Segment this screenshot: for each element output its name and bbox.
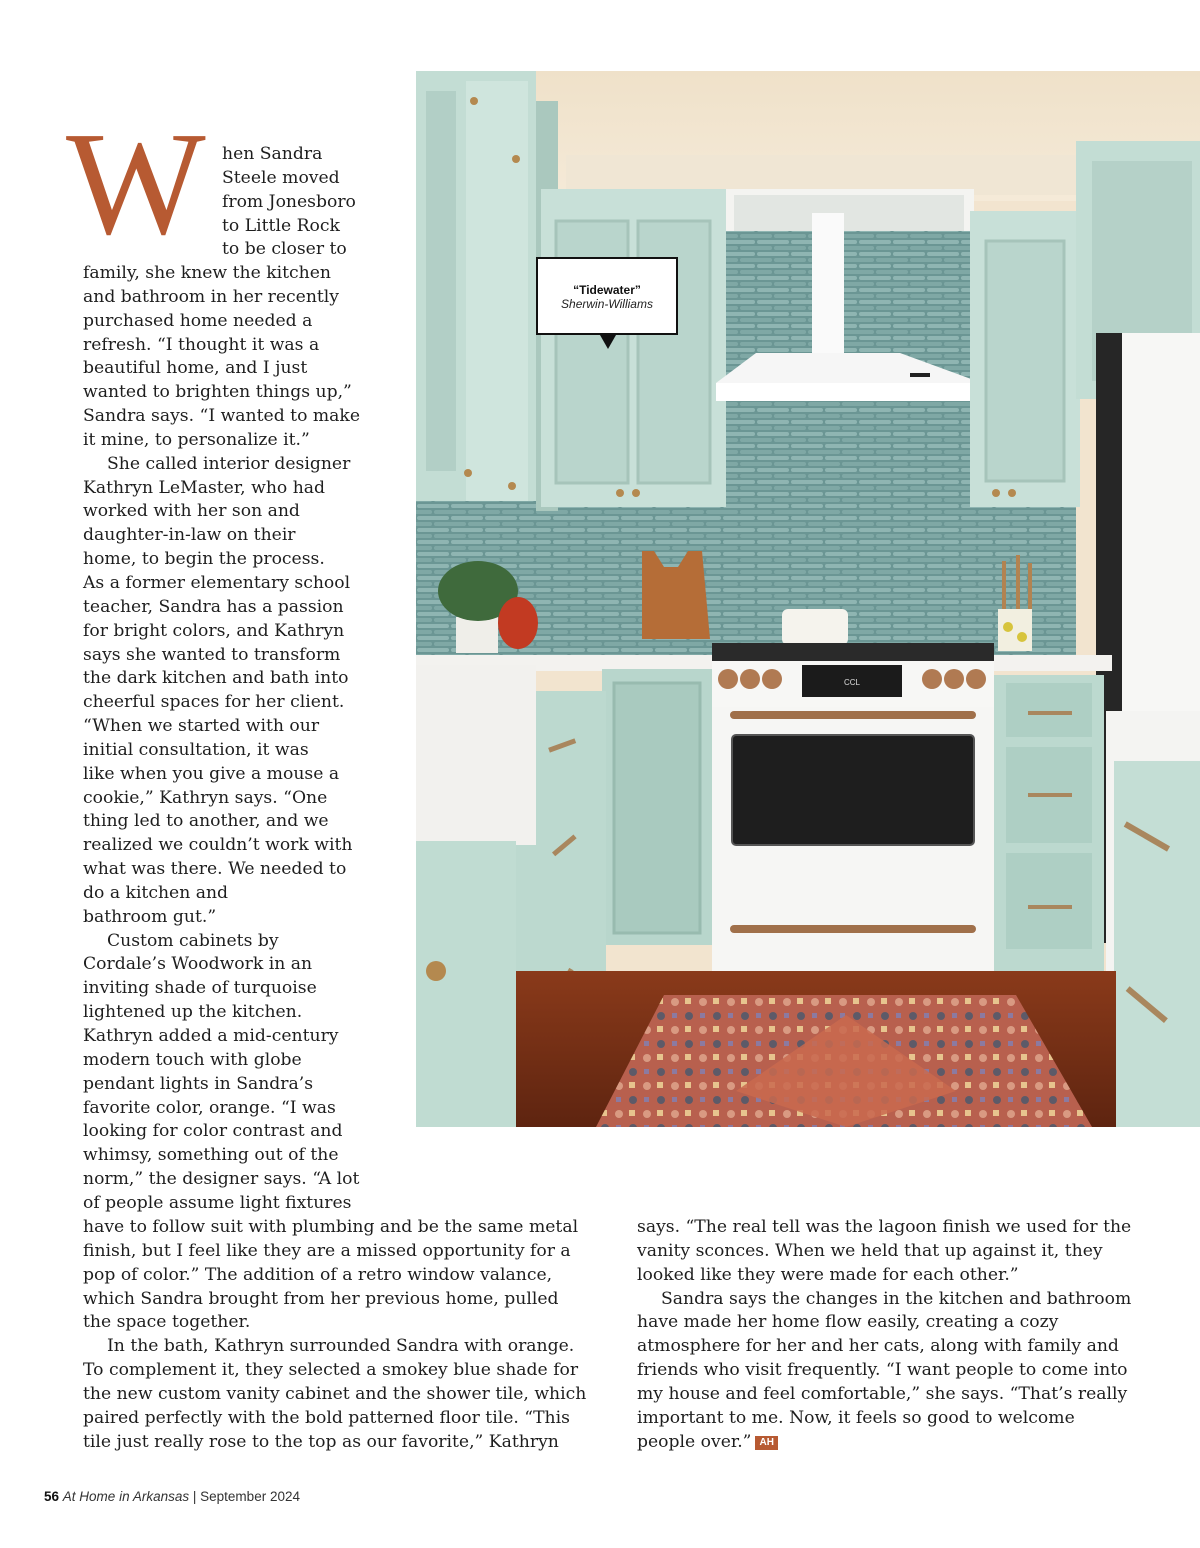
text-line: wanted to brighten things up,” bbox=[83, 382, 352, 403]
text-line: realized we couldn’t work with bbox=[83, 835, 353, 856]
text-line: says. “The real tell was the lagoon finish we used for the bbox=[637, 1217, 1132, 1237]
text-line: to be closer to bbox=[222, 239, 347, 260]
text-line: my house and feel comfortable,” she says. “That’s really bbox=[637, 1383, 1128, 1404]
text-line: Custom cabinets by bbox=[107, 930, 279, 951]
text-line: lightened up the kitchen. bbox=[83, 1002, 303, 1023]
page-number: 56 bbox=[44, 1489, 60, 1504]
text-line: family, she knew the kitchen bbox=[83, 263, 331, 283]
page-footer bbox=[44, 1489, 300, 1504]
text-line: the dark kitchen and bath into bbox=[83, 668, 349, 689]
paint-color-callout bbox=[536, 257, 678, 335]
text-line: tile just really rose to the top as our favorite,” Kathryn bbox=[83, 1431, 559, 1452]
text-line: Sandra says the changes in the kitchen and bathroom bbox=[661, 1288, 1132, 1309]
text-line: Cordale’s Woodwork in an bbox=[83, 954, 313, 975]
text-line: vanity sconces. When we held that up against it, they bbox=[637, 1240, 1103, 1261]
text-line: Kathryn added a mid-century bbox=[83, 1026, 339, 1046]
paint-color-name: “Tidewater” bbox=[573, 283, 641, 297]
text-line: pendant lights in Sandra’s bbox=[83, 1073, 314, 1094]
text-line: to Little Rock bbox=[222, 215, 340, 236]
text-line: Steele moved bbox=[222, 167, 340, 188]
text-line: refresh. “I thought it was a bbox=[83, 334, 320, 355]
text-line: whimsy, something out of the bbox=[83, 1145, 339, 1166]
text-line: inviting shade of turquoise bbox=[83, 978, 317, 999]
text-line: daughter-in-law on their bbox=[83, 525, 296, 546]
text-line: have to follow suit with plumbing and be the same metal bbox=[83, 1217, 579, 1237]
drop-cap: W bbox=[66, 102, 206, 266]
text-line: norm,” the designer says. “A lot bbox=[83, 1169, 360, 1190]
text-line: and bathroom in her recently bbox=[83, 286, 339, 307]
article-intro-lines bbox=[222, 143, 356, 262]
text-line: thing led to another, and we bbox=[83, 811, 329, 832]
text-line: for bright colors, and Kathryn bbox=[83, 620, 345, 641]
text-line: of people assume light fixtures bbox=[83, 1192, 352, 1213]
text-line: it mine, to personalize it.” bbox=[83, 429, 310, 450]
text-line: looking for color contrast and bbox=[83, 1121, 343, 1142]
text-line: people over.” AH bbox=[637, 1431, 1131, 1455]
text-line: teacher, Sandra has a passion bbox=[83, 596, 344, 617]
text-line: cookie,” Kathryn says. “One bbox=[83, 787, 328, 808]
text-line: from Jonesboro bbox=[222, 191, 356, 212]
text-line: do a kitchen and bbox=[83, 882, 229, 903]
text-line: finish, but I feel like they are a missed opportunity for a bbox=[83, 1240, 571, 1261]
text-line: modern touch with globe bbox=[83, 1049, 302, 1070]
text-line: initial consultation, it was bbox=[83, 739, 309, 760]
text-line: have made her home flow easily, creating a cozy bbox=[637, 1312, 1059, 1333]
text-line: favorite color, orange. “I was bbox=[83, 1097, 336, 1118]
article-column-1 bbox=[83, 262, 360, 1216]
text-line: To complement it, they selected a smokey blue shade for bbox=[83, 1360, 579, 1381]
text-line: looked like they were made for each other.” bbox=[637, 1264, 1019, 1285]
text-line: like when you give a mouse a bbox=[83, 763, 340, 784]
text-line: beautiful home, and I just bbox=[83, 358, 308, 379]
text-line: the space together. bbox=[83, 1312, 251, 1333]
text-line: cheerful spaces for her client. bbox=[83, 692, 345, 713]
text-line: purchased home needed a bbox=[83, 310, 313, 331]
publication-name: At Home in Arkansas bbox=[62, 1489, 190, 1504]
text-line: home, to begin the process. bbox=[83, 549, 325, 570]
footer-separator: | bbox=[192, 1489, 197, 1504]
text-line: Sandra says. “I wanted to make bbox=[83, 406, 361, 427]
callout-pointer-icon bbox=[600, 335, 616, 349]
text-line: She called interior designer bbox=[107, 453, 351, 474]
issue-date: September 2024 bbox=[200, 1489, 300, 1504]
text-line: In the bath, Kathryn surrounded Sandra with orange. bbox=[107, 1336, 575, 1357]
text-line: As a former elementary school bbox=[83, 572, 351, 593]
text-line: “When we started with our bbox=[83, 716, 320, 737]
end-mark-badge: AH bbox=[755, 1436, 777, 1450]
text-line: bathroom gut.” bbox=[83, 906, 217, 927]
article-column-1-continued bbox=[83, 1216, 586, 1454]
range-brand: CCL bbox=[843, 678, 861, 687]
text-line: the new custom vanity cabinet and the shower tile, which bbox=[83, 1383, 587, 1404]
text-line: hen Sandra bbox=[222, 144, 323, 164]
text-line: atmosphere for her and her cats, along with family and bbox=[637, 1336, 1119, 1357]
paint-brand: Sherwin-Williams bbox=[561, 297, 653, 311]
text-line: important to me. Now, it feels so good to welcome bbox=[637, 1407, 1075, 1428]
text-line: friends who visit frequently. “I want people to come into bbox=[637, 1360, 1128, 1381]
text-line: worked with her son and bbox=[83, 501, 300, 522]
article-column-2 bbox=[637, 1216, 1131, 1454]
text-line: says she wanted to transform bbox=[83, 644, 341, 665]
kitchen-photo bbox=[416, 71, 1200, 1127]
text-line: pop of color.” The addition of a retro window valance, bbox=[83, 1264, 553, 1285]
text-line: Kathryn LeMaster, who had bbox=[83, 477, 326, 498]
text-line: paired perfectly with the bold patterned floor tile. “This bbox=[83, 1407, 570, 1428]
text-line: which Sandra brought from her previous home, pulled bbox=[83, 1288, 559, 1309]
text-line: what was there. We needed to bbox=[83, 859, 347, 880]
